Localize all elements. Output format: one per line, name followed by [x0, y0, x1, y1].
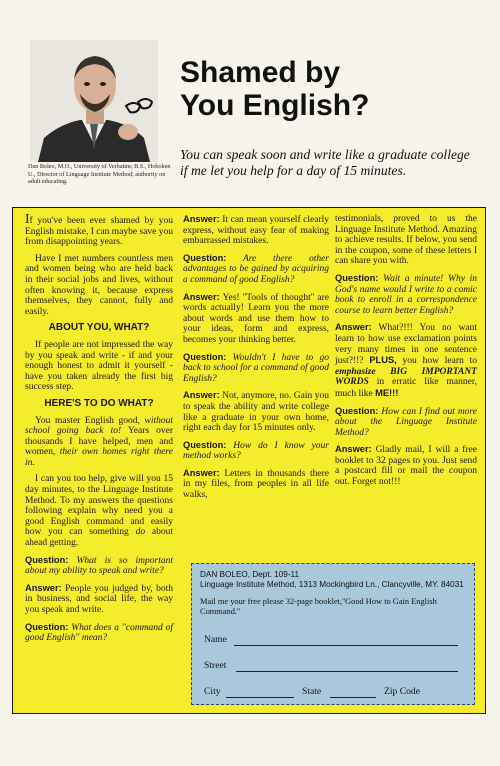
coupon-address-line-1: DAN BOLEO, Dept. 109-11: [200, 570, 300, 579]
coupon-address-line-2: Linguage Institute Method, 1313 Mockingbird Ln., Clancyville, MY. 84031: [200, 580, 464, 589]
column-3: [335, 214, 477, 494]
name-field[interactable]: [234, 645, 458, 646]
question: Question: Are there other advantages to be gained by acquiring a command of good English?: [183, 252, 329, 285]
mail-in-coupon[interactable]: [191, 563, 475, 705]
author-photo: [30, 40, 158, 162]
answer: Answer: It can mean yourself clearly express, without easy fear of making embarrassed mistakes.: [183, 214, 329, 247]
paragraph: Have I met numbers countless men and women being who are held back in their social jobs and lives, without often knowing it, because express themselves, they cannot, fully and easily.: [25, 253, 173, 317]
headline: [180, 56, 480, 122]
paragraph: If people are not impressed the way by you speak and write - if and your enough honest to admit it yourself - have you taken already the first big success step.: [25, 339, 173, 393]
column-2: [183, 214, 329, 507]
advertisement-panel: [12, 207, 486, 714]
subheadline: You can speak soon and write like a graduate college if me let you help for a day of 15 minutes.: [180, 147, 470, 178]
question: Question: What is so important about my ability to speak and write?: [25, 554, 173, 577]
answer: Answer: Gladly mail, I will a free booklet to 32 pages to you. Just send a postcard fill or mail the coupon out. Forget not!!!: [335, 444, 477, 488]
zip-code-label: Zip Code: [384, 686, 420, 697]
state-field[interactable]: [330, 697, 376, 698]
name-label: Name: [204, 634, 227, 645]
author-caption: Dan Boleo, M.O., University of Verbatim; B.S., Hoboken U., Director of Linguage Institute Method; authority on adult educating.: [28, 163, 171, 186]
question: Question: How can I find out more about the Linguage Institute Method?: [335, 405, 477, 438]
question: Question: How do I know your method works?: [183, 439, 329, 462]
answer: Answer: Not, anymore, no. Gain you to speak the ability and write college like a graduate in your own home, right each day for 15 minutes only.: [183, 390, 329, 434]
question: Question: What does a ''command of good English'' mean?: [25, 621, 173, 644]
state-label: State: [302, 686, 322, 697]
section-heading: HERE'S TO DO WHAT?: [44, 397, 154, 409]
column-1: [25, 211, 174, 650]
answer: Answer: Yes! ''Tools of thought'' are words actually! Learn you the more about words and use them how to your ideas, form and express, becomes your thinking better.: [183, 291, 329, 345]
intro-paragraph: If you've been ever shamed by you English mistake, I can maybe save you from disappointing years.: [25, 211, 174, 248]
street-field[interactable]: [236, 671, 458, 672]
headline-line-1: Shamed by: [180, 56, 341, 89]
answer: Answer: People you judged by, both in business, and social life, the way you speak and write.: [25, 582, 173, 615]
answer: Answer: What?!!! You no want learn to how use exclamation points very many times in one sentence just?!!? PLUS, you how learn to emphasize BIG IMPORTANT WORDS in erratic like manner, much like ME!!!: [335, 322, 477, 399]
coupon-message: Mail me your free please 32-page booklet,''Good How to Gain English Command.'': [200, 597, 437, 616]
city-field[interactable]: [226, 697, 294, 698]
answer: Answer: Letters in thousands there in my files, from peoples in all life walks,: [183, 467, 329, 501]
paragraph: I can you too help, give will you 15 day minutes, to the Linguage Institute Method. To my answers the questions following explain why need you a good English command and easily how you can something do about ahead getting.: [25, 474, 173, 549]
section-heading: ABOUT YOU, WHAT?: [48, 322, 150, 334]
city-label: City: [204, 686, 221, 697]
street-label: Street: [204, 660, 227, 671]
headline-line-2: You English?: [180, 89, 370, 122]
question: Question: Wouldn't I have to go back to school for a command of good English?: [183, 351, 329, 384]
paragraph: testimonials, proved to us the Linguage Institute Method. Amazing to achieve results. If below, you send in the coupon, some of these letters I can share you with.: [335, 214, 477, 267]
author-portrait-image: [30, 40, 158, 162]
paragraph: You master English good, without school going back to! Years over thousands I have helped, men and women, their own homes right there in.: [25, 415, 174, 468]
question: Question: Wait a minute! Why in God's name would I write to a comic book to enroll in a correspondence course to learn better English?: [335, 272, 477, 316]
drop-cap: I: [25, 211, 30, 226]
